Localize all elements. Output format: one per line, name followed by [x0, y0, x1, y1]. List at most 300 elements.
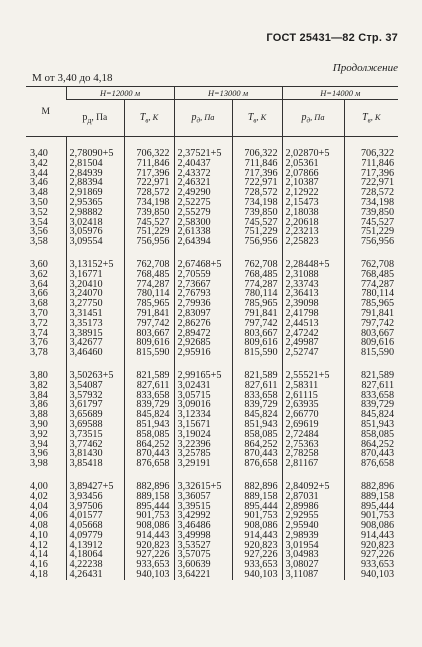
pressure-13000: 2,37521+5 — [174, 149, 232, 159]
mach-value: 3,88 — [30, 409, 48, 421]
pressure-13000: 3,02431 — [174, 381, 232, 391]
mach-value: 3,86 — [30, 399, 48, 411]
temperature-14000: 751,229 — [344, 227, 398, 237]
mach-value: 3,72 — [30, 317, 48, 329]
pressure-13000: 2,43372 — [174, 169, 232, 179]
pressure-12000: 3,27750 — [66, 299, 124, 309]
pressure-13000: 3,46486 — [174, 521, 232, 531]
temperature-symbol: T — [139, 111, 146, 123]
pressure-12000: 4,09779 — [66, 531, 124, 541]
mach-value: 3,60 — [30, 258, 48, 270]
mach-value: 3,76 — [30, 337, 48, 349]
block-spacer — [26, 469, 398, 482]
temperature-13000: 845,824 — [232, 410, 282, 420]
temperature-12000: 774,287 — [124, 280, 174, 290]
pressure-14000: 2,23213 — [282, 227, 344, 237]
temperature-14000: 745,527 — [344, 218, 398, 228]
temperature-14000: 797,742 — [344, 319, 398, 329]
mach-value: 4,06 — [30, 510, 48, 522]
temperature-13000: 803,667 — [232, 329, 282, 339]
pressure-14000: 2,87031 — [282, 492, 344, 502]
temperature-12000: 920,823 — [124, 541, 174, 551]
temperature-13000: 739,850 — [232, 208, 282, 218]
temperature-13000: 706,322 — [232, 149, 282, 159]
temperature-12000: 739,850 — [124, 208, 174, 218]
pressure-12000: 4,18064 — [66, 550, 124, 560]
data-table — [26, 86, 398, 580]
mach-value: 3,52 — [30, 206, 48, 218]
temperature-13000: 876,658 — [232, 459, 282, 469]
pressure-13000: 3,19024 — [174, 430, 232, 440]
pressure-13000: 3,25785 — [174, 449, 232, 459]
sub-header-row — [26, 100, 398, 137]
mach-value: 3,46 — [30, 177, 48, 189]
table-header — [26, 87, 398, 137]
pressure-14000: 2,10387 — [282, 178, 344, 188]
pressure-14000: 2,98939 — [282, 531, 344, 541]
temperature-14000: 889,158 — [344, 492, 398, 502]
mach-value: 3,90 — [30, 418, 48, 430]
temperature-12000: 797,742 — [124, 319, 174, 329]
pressure-13000: 3,39515 — [174, 502, 232, 512]
continuation-label: Продолжение — [332, 62, 398, 74]
group-header-12000: Н=12000 м — [66, 87, 174, 100]
pressure-12000: 3,57932 — [66, 391, 124, 401]
pressure-14000: 2,63935 — [282, 400, 344, 410]
temperature-12000: 821,589 — [124, 371, 174, 381]
data-table-wrapper — [26, 86, 398, 580]
pressure-12000: 3,20410 — [66, 280, 124, 290]
temperature-12000: 933,653 — [124, 560, 174, 570]
pressure-14000: 2,92955 — [282, 511, 344, 521]
temperature-13000: 870,443 — [232, 449, 282, 459]
temperature-12000: 908,086 — [124, 521, 174, 531]
pressure-13000: 3,64221 — [174, 570, 232, 580]
temperature-subscript: в — [253, 116, 257, 125]
mach-value: 3,78 — [30, 347, 48, 359]
pressure-14000: 2,44513 — [282, 319, 344, 329]
temperature-13000: 927,226 — [232, 550, 282, 560]
pressure-12000: 3,24070 — [66, 289, 124, 299]
pressure-13000: 2,79936 — [174, 299, 232, 309]
temperature-14000: 762,708 — [344, 260, 398, 270]
mach-value: 3,94 — [30, 438, 48, 450]
temperature-12000: 864,252 — [124, 440, 174, 450]
pressure-12000: 3,50263+5 — [66, 371, 124, 381]
temperature-12000: 914,443 — [124, 531, 174, 541]
pressure-13000: 2,46321 — [174, 178, 232, 188]
pressure-12000: 2,84939 — [66, 169, 124, 179]
temperature-13000: 839,729 — [232, 400, 282, 410]
pressure-12000: 2,78090+5 — [66, 149, 124, 159]
temperature-13000: 920,823 — [232, 541, 282, 551]
group-header-14000: Н=14000 м — [282, 87, 398, 100]
temperature-12000: 745,527 — [124, 218, 174, 228]
pressure-12000: 4,05668 — [66, 521, 124, 531]
temperature-14000: 739,850 — [344, 208, 398, 218]
mach-value: 3,98 — [30, 458, 48, 470]
temperature-12000: 734,198 — [124, 198, 174, 208]
temperature-14000: 914,443 — [344, 531, 398, 541]
pressure-13000: 3,15671 — [174, 420, 232, 430]
pressure-13000: 3,57075 — [174, 550, 232, 560]
temperature-12000: 889,158 — [124, 492, 174, 502]
temperature-13000: 809,616 — [232, 338, 282, 348]
temperature-13000: 908,086 — [232, 521, 282, 531]
pressure-14000: 3,01954 — [282, 541, 344, 551]
temperature-12000: 751,229 — [124, 227, 174, 237]
pressure-14000: 2,52747 — [282, 348, 344, 358]
mach-value: 4,12 — [30, 539, 48, 551]
pressure-12000: 4,22238 — [66, 560, 124, 570]
temperature-subscript: в — [145, 116, 149, 125]
pressure-12000: 3,61797 — [66, 400, 124, 410]
temperature-14000: 728,572 — [344, 188, 398, 198]
pressure-14000: 2,25823 — [282, 237, 344, 247]
pressure-13000: 2,52275 — [174, 198, 232, 208]
temperature-12000: 717,396 — [124, 169, 174, 179]
sub-header-temperature — [124, 100, 174, 137]
pressure-symbol: p — [301, 111, 307, 123]
mach-value: 3,74 — [30, 327, 48, 339]
pressure-13000: 3,60639 — [174, 560, 232, 570]
temperature-13000: 864,252 — [232, 440, 282, 450]
pressure-14000: 2,15473 — [282, 198, 344, 208]
temperature-14000: 821,589 — [344, 371, 398, 381]
temperature-13000: 895,444 — [232, 502, 282, 512]
range-label: М от 3,40 до 4,18 — [32, 72, 113, 84]
pressure-14000: 2,75363 — [282, 440, 344, 450]
temperature-13000: 728,572 — [232, 188, 282, 198]
pressure-12000: 3,81430 — [66, 449, 124, 459]
temperature-14000: 864,252 — [344, 440, 398, 450]
temperature-13000: 711,846 — [232, 159, 282, 169]
pressure-12000: 3,77462 — [66, 440, 124, 450]
pressure-12000: 3,93456 — [66, 492, 124, 502]
pressure-14000: 2,33743 — [282, 280, 344, 290]
temperature-14000: 933,653 — [344, 560, 398, 570]
pressure-14000: 2,72484 — [282, 430, 344, 440]
temperature-12000: 870,443 — [124, 449, 174, 459]
temperature-unit: , К — [370, 112, 381, 122]
temperature-14000: 901,753 — [344, 511, 398, 521]
temperature-13000: 745,527 — [232, 218, 282, 228]
temperature-13000: 722,971 — [232, 178, 282, 188]
pressure-subscript: д — [306, 116, 311, 125]
temperature-14000: 785,965 — [344, 299, 398, 309]
mach-value: 3,96 — [30, 448, 48, 460]
pressure-13000: 2,92685 — [174, 338, 232, 348]
pressure-14000: 2,28448+5 — [282, 260, 344, 270]
table-row — [26, 237, 398, 247]
temperature-14000: 756,956 — [344, 237, 398, 247]
temperature-13000: 833,658 — [232, 391, 282, 401]
pressure-13000: 2,61338 — [174, 227, 232, 237]
temperature-12000: 876,658 — [124, 459, 174, 469]
mach-value: 3,84 — [30, 389, 48, 401]
table-row — [26, 570, 398, 580]
mach-value: 3,54 — [30, 216, 48, 228]
temperature-12000: 895,444 — [124, 502, 174, 512]
pressure-14000: 2,12922 — [282, 188, 344, 198]
temperature-13000: 827,611 — [232, 381, 282, 391]
temperature-13000: 889,158 — [232, 492, 282, 502]
pressure-12000: 2,91869 — [66, 188, 124, 198]
temperature-13000: 882,896 — [232, 482, 282, 492]
block-spacer — [26, 358, 398, 371]
temperature-12000: 815,590 — [124, 348, 174, 358]
pressure-12000: 3,89427+5 — [66, 482, 124, 492]
pressure-12000: 2,95365 — [66, 198, 124, 208]
pressure-12000: 3,97506 — [66, 502, 124, 512]
pressure-12000: 3,38915 — [66, 329, 124, 339]
temperature-14000: 858,085 — [344, 430, 398, 440]
sub-header-pressure — [282, 100, 344, 137]
pressure-12000: 3,73515 — [66, 430, 124, 440]
pressure-12000: 2,88394 — [66, 178, 124, 188]
pressure-13000: 2,58300 — [174, 218, 232, 228]
pressure-12000: 4,26431 — [66, 570, 124, 580]
temperature-13000: 717,396 — [232, 169, 282, 179]
pressure-13000: 2,83097 — [174, 309, 232, 319]
pressure-13000: 2,95916 — [174, 348, 232, 358]
temperature-12000: 780,114 — [124, 289, 174, 299]
pressure-14000: 2,36413 — [282, 289, 344, 299]
temperature-unit: , К — [256, 112, 267, 122]
temperature-14000: 815,590 — [344, 348, 398, 358]
pressure-14000: 2,66770 — [282, 410, 344, 420]
temperature-12000: 762,708 — [124, 260, 174, 270]
temperature-12000: 803,667 — [124, 329, 174, 339]
pressure-12000: 3,65689 — [66, 410, 124, 420]
temperature-symbol: T — [247, 111, 254, 123]
pressure-13000: 2,49290 — [174, 188, 232, 198]
temperature-13000: 768,485 — [232, 270, 282, 280]
pressure-symbol: p — [82, 111, 88, 123]
temperature-13000: 858,085 — [232, 430, 282, 440]
temperature-12000: 882,896 — [124, 482, 174, 492]
mach-value: 3,68 — [30, 298, 48, 310]
pressure-13000: 3,05715 — [174, 391, 232, 401]
temperature-13000: 774,287 — [232, 280, 282, 290]
temperature-13000: 933,653 — [232, 560, 282, 570]
temperature-14000: 717,396 — [344, 169, 398, 179]
pressure-13000: 2,64394 — [174, 237, 232, 247]
temperature-13000: 797,742 — [232, 319, 282, 329]
mach-value: 3,58 — [30, 236, 48, 248]
pressure-14000: 2,89986 — [282, 502, 344, 512]
pressure-13000: 2,73667 — [174, 280, 232, 290]
pressure-14000: 3,11087 — [282, 570, 344, 580]
temperature-14000: 722,971 — [344, 178, 398, 188]
mach-value: 4,04 — [30, 500, 48, 512]
temperature-12000: 839,729 — [124, 400, 174, 410]
temperature-12000: 809,616 — [124, 338, 174, 348]
temperature-13000: 821,589 — [232, 371, 282, 381]
pressure-12000: 3,16771 — [66, 270, 124, 280]
pressure-14000: 2,61115 — [282, 391, 344, 401]
mach-value: 3,42 — [30, 157, 48, 169]
temperature-14000: 876,658 — [344, 459, 398, 469]
pressure-14000: 2,78258 — [282, 449, 344, 459]
temperature-12000: 728,572 — [124, 188, 174, 198]
mach-value: 3,64 — [30, 278, 48, 290]
temperature-12000: 827,611 — [124, 381, 174, 391]
mach-value: 3,82 — [30, 379, 48, 391]
temperature-12000: 845,824 — [124, 410, 174, 420]
temperature-14000: 706,322 — [344, 149, 398, 159]
pressure-14000: 2,31088 — [282, 270, 344, 280]
pressure-symbol: p — [191, 111, 197, 123]
pressure-14000: 2,39098 — [282, 299, 344, 309]
temperature-13000: 940,103 — [232, 570, 282, 580]
temperature-14000: 940,103 — [344, 570, 398, 580]
mach-value: 3,92 — [30, 428, 48, 440]
mach-value: 4,18 — [30, 569, 48, 581]
temperature-13000: 785,965 — [232, 299, 282, 309]
temperature-13000: 751,229 — [232, 227, 282, 237]
temperature-12000: 785,965 — [124, 299, 174, 309]
pressure-12000: 4,13912 — [66, 541, 124, 551]
pressure-12000: 3,31451 — [66, 309, 124, 319]
pressure-12000: 3,69588 — [66, 420, 124, 430]
pressure-13000: 2,67468+5 — [174, 260, 232, 270]
temperature-12000: 851,943 — [124, 420, 174, 430]
pressure-12000: 3,42677 — [66, 338, 124, 348]
temperature-14000: 870,443 — [344, 449, 398, 459]
mach-value: 4,00 — [30, 480, 48, 492]
mach-value: 3,44 — [30, 167, 48, 179]
temperature-12000: 706,322 — [124, 149, 174, 159]
mach-value: 3,48 — [30, 187, 48, 199]
pressure-13000: 3,49998 — [174, 531, 232, 541]
mach-value: 3,66 — [30, 288, 48, 300]
sub-header-pressure — [174, 100, 232, 137]
temperature-14000: 768,485 — [344, 270, 398, 280]
temperature-14000: 908,086 — [344, 521, 398, 531]
temperature-12000: 711,846 — [124, 159, 174, 169]
table-row — [26, 348, 398, 358]
temperature-14000: 895,444 — [344, 502, 398, 512]
temperature-12000: 756,956 — [124, 237, 174, 247]
temperature-13000: 851,943 — [232, 420, 282, 430]
temperature-unit: , К — [148, 112, 159, 122]
temperature-12000: 833,658 — [124, 391, 174, 401]
pressure-14000: 2,41798 — [282, 309, 344, 319]
pressure-14000: 2,55521+5 — [282, 371, 344, 381]
pressure-12000: 4,01577 — [66, 511, 124, 521]
pressure-12000: 3,09554 — [66, 237, 124, 247]
mach-value: 3,62 — [30, 268, 48, 280]
temperature-13000: 901,753 — [232, 511, 282, 521]
temperature-14000: 882,896 — [344, 482, 398, 492]
pressure-14000: 2,02870+5 — [282, 149, 344, 159]
table-body — [26, 137, 398, 580]
pressure-12000: 3,54087 — [66, 381, 124, 391]
pressure-13000: 2,76793 — [174, 289, 232, 299]
mach-value: 3,56 — [30, 226, 48, 238]
pressure-14000: 2,05361 — [282, 159, 344, 169]
temperature-14000: 809,616 — [344, 338, 398, 348]
table-row — [26, 459, 398, 469]
mach-value: 3,70 — [30, 307, 48, 319]
pressure-13000: 3,32615+5 — [174, 482, 232, 492]
temperature-13000: 734,198 — [232, 198, 282, 208]
temperature-14000: 927,226 — [344, 550, 398, 560]
pressure-13000: 2,86276 — [174, 319, 232, 329]
pressure-14000: 3,08027 — [282, 560, 344, 570]
pressure-13000: 2,40437 — [174, 159, 232, 169]
pressure-12000: 2,81504 — [66, 159, 124, 169]
pressure-13000: 3,42992 — [174, 511, 232, 521]
sub-header-temperature — [344, 100, 398, 137]
pressure-12000: 3,02418 — [66, 218, 124, 228]
pressure-unit: , Па — [200, 112, 215, 122]
sub-header-temperature — [232, 100, 282, 137]
mach-value: 3,40 — [30, 148, 48, 159]
page-header: ГОСТ 25431—82 Стр. 37 — [266, 32, 398, 44]
pressure-14000: 2,69619 — [282, 420, 344, 430]
temperature-12000: 901,753 — [124, 511, 174, 521]
temperature-14000: 839,729 — [344, 400, 398, 410]
pressure-12000: 3,46460 — [66, 348, 124, 358]
temperature-symbol: T — [362, 111, 368, 123]
temperature-13000: 815,590 — [232, 348, 282, 358]
temperature-12000: 768,485 — [124, 270, 174, 280]
temperature-12000: 940,103 — [124, 570, 174, 580]
mach-value: 3,50 — [30, 196, 48, 208]
temperature-13000: 762,708 — [232, 260, 282, 270]
temperature-14000: 803,667 — [344, 329, 398, 339]
temperature-12000: 791,841 — [124, 309, 174, 319]
temperature-14000: 774,287 — [344, 280, 398, 290]
temperature-13000: 780,114 — [232, 289, 282, 299]
temperature-14000: 827,611 — [344, 381, 398, 391]
pressure-14000: 2,47242 — [282, 329, 344, 339]
pressure-13000: 3,36057 — [174, 492, 232, 502]
pressure-14000: 3,04983 — [282, 550, 344, 560]
group-header-13000: Н=13000 м — [174, 87, 282, 100]
pressure-14000: 2,58311 — [282, 381, 344, 391]
pressure-12000: 2,98882 — [66, 208, 124, 218]
pressure-13000: 3,29191 — [174, 459, 232, 469]
sub-header-pressure — [66, 100, 124, 137]
mach-value: 4,08 — [30, 520, 48, 532]
pressure-12000: 3,35173 — [66, 319, 124, 329]
pressure-12000: 3,13152+5 — [66, 260, 124, 270]
pressure-13000: 3,22396 — [174, 440, 232, 450]
temperature-12000: 858,085 — [124, 430, 174, 440]
temperature-14000: 845,824 — [344, 410, 398, 420]
pressure-13000: 3,12334 — [174, 410, 232, 420]
pressure-12000: 3,85418 — [66, 459, 124, 469]
pressure-14000: 2,18038 — [282, 208, 344, 218]
pressure-14000: 2,84092+5 — [282, 482, 344, 492]
temperature-13000: 791,841 — [232, 309, 282, 319]
temperature-14000: 734,198 — [344, 198, 398, 208]
pressure-13000: 3,53527 — [174, 541, 232, 551]
pressure-13000: 2,70559 — [174, 270, 232, 280]
temperature-14000: 711,846 — [344, 159, 398, 169]
mach-value: 4,14 — [30, 549, 48, 561]
temperature-14000: 920,823 — [344, 541, 398, 551]
column-header-m: М — [26, 87, 66, 137]
pressure-14000: 2,20618 — [282, 218, 344, 228]
mach-value: 4,02 — [30, 490, 48, 502]
temperature-13000: 914,443 — [232, 531, 282, 541]
mach-value: 3,80 — [30, 369, 48, 381]
pressure-12000: 3,05976 — [66, 227, 124, 237]
